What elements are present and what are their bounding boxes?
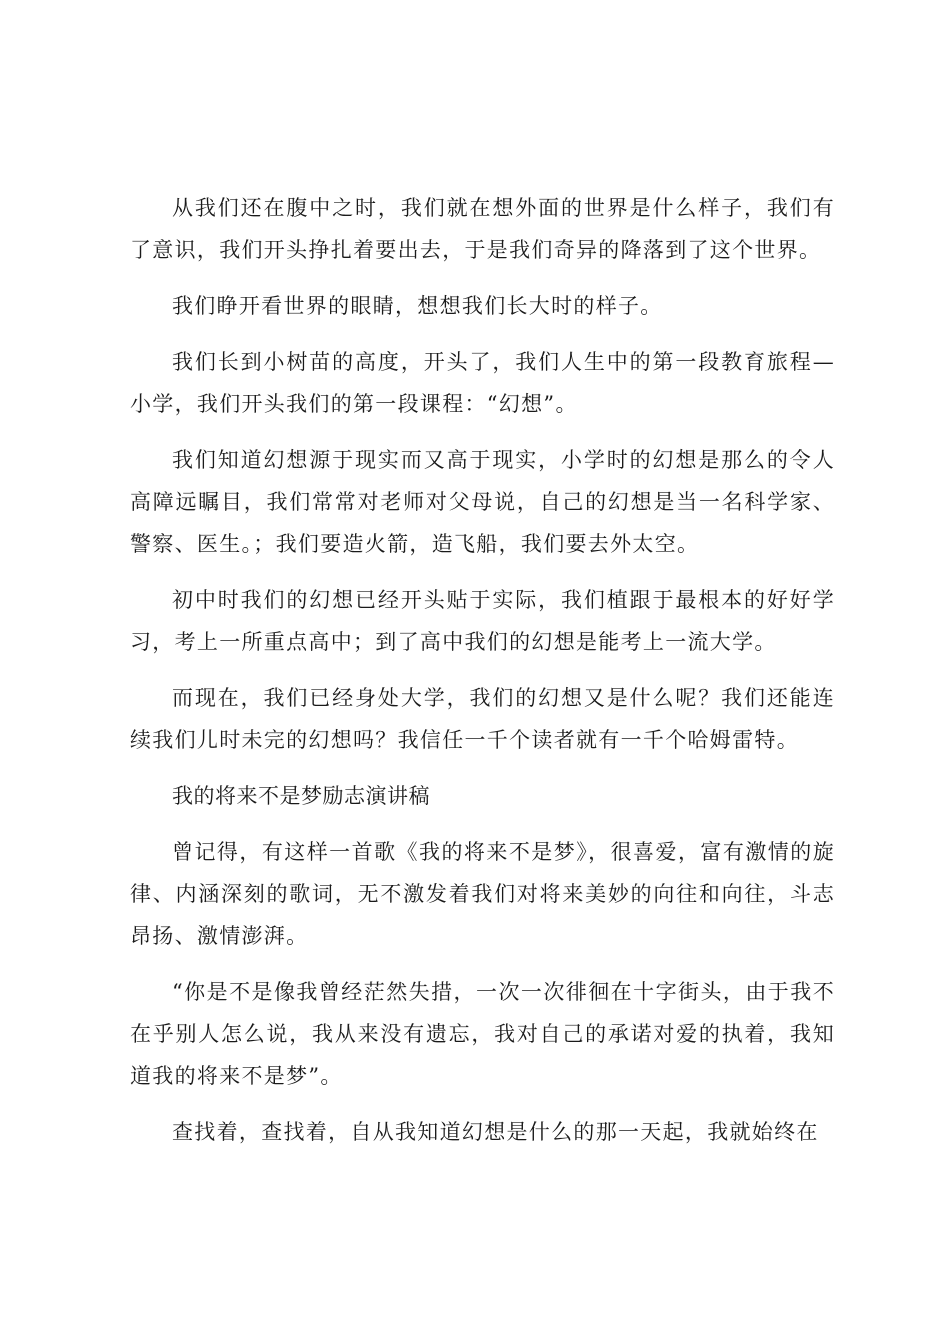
paragraph-6: 而现在，我们已经身处大学，我们的幻想又是什么呢？我们还能连续我们儿时未完的幻想吗？我信任一千个读者就有一千个哈姆雷特。 [130,686,835,752]
paragraph-1: 从我们还在腹中之时，我们就在想外面的世界是什么样子，我们有了意识，我们开头挣扎着要出去，于是我们奇异的降落到了这个世界。 [130,196,835,262]
paragraph-10: 查找着，查找着，自从我知道幻想是什么的那一天起，我就始终在 [172,1120,819,1144]
document-body [130,187,835,1167]
paragraph-2: 我们睁开看世界的眼睛，想想我们长大时的样子。 [172,294,663,318]
paragraph-9: “你是不是像我曾经茫然失措，一次一次徘徊在十字街头，由于我不在乎别人怎么说，我从来没有遗忘，我对自己的承诺对爱的执着，我知道我的将来不是梦”。 [130,980,835,1088]
paragraph-8: 曾记得，有这样一首歌《我的将来不是梦》，很喜爱，富有激情的旋律、内涵深刻的歌词，无不激发着我们对将来美妙的向往和向往，斗志昂扬、激情澎湃。 [130,840,835,948]
speech-title: 我的将来不是梦励志演讲稿 [172,784,430,808]
paragraph-4: 我们知道幻想源于现实而又高于现实，小学时的幻想是那么的令人高障远瞩目，我们常常对老师对父母说，自己的幻想是当一名科学家、警察、医生。；我们要造火箭，造飞船，我们要去外太空。 [130,448,835,556]
paragraph-3: 我们长到小树苗的高度，开头了，我们人生中的第一段教育旅程—小学，我们开头我们的第一段课程：“幻想”。 [130,350,835,416]
paragraph-5: 初中时我们的幻想已经开头贴于实际，我们植跟于最根本的好好学习，考上一所重点高中；到了高中我们的幻想是能考上一流大学。 [130,588,835,654]
